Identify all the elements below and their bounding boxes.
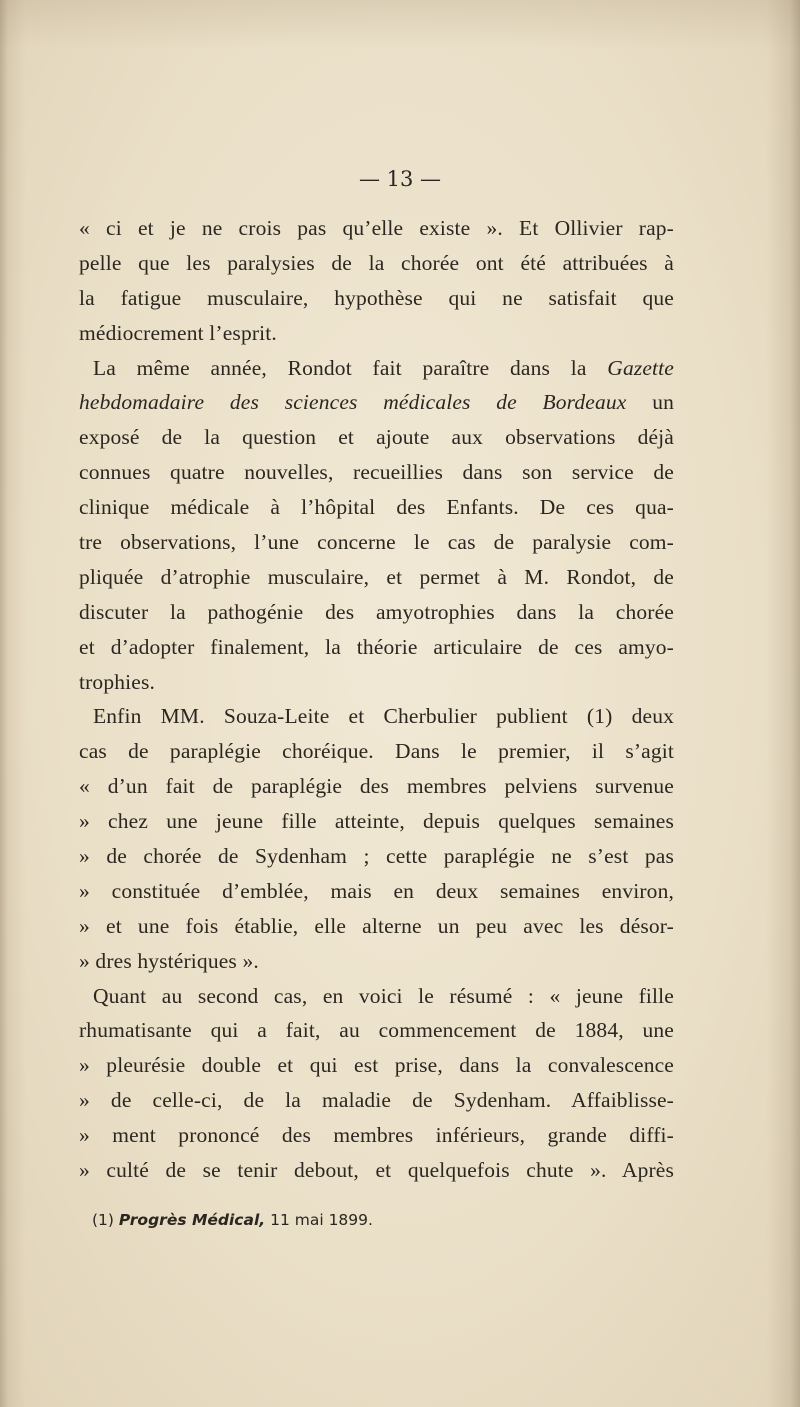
text-run: La même année, Rondot fait paraître dans la <box>93 355 608 380</box>
text-line: discuter la pathogénie des amyotrophies dans la chorée <box>79 599 674 624</box>
text-line: » dres hystériques ». <box>79 948 259 973</box>
text-line: « d’un fait de paraplégie des membres pelviens survenue <box>79 774 674 799</box>
text-line: pliquée d’atrophie musculaire, et permet à M. Rondot, de <box>79 564 674 589</box>
text-line: Enfin MM. Souza-Leite et Cherbulier publient (1) deux <box>93 704 674 729</box>
text-line: la fatigue musculaire, hypothèse qui ne satisfait que <box>79 285 674 310</box>
text-line: trophies. <box>79 669 155 694</box>
page-number: — 13 — <box>358 167 442 191</box>
footnote <box>92 1211 373 1229</box>
journal-title-italic: des <box>229 390 260 415</box>
text-line: » culté de se tenir debout, et quelquefois chute ». Après <box>79 1158 674 1183</box>
text-line: » chez une jeune fille atteinte, depuis quelques semaines <box>79 809 674 834</box>
journal-title-italic: hebdomadaire <box>79 390 205 415</box>
footnote-journal-title: Progrès Médical, <box>118 1211 266 1229</box>
text-line: » de celle-ci, de la maladie de Sydenham. Affaiblisse- <box>79 1088 674 1113</box>
text-line: exposé de la question et ajoute aux observations déjà <box>79 425 674 450</box>
text-line: » pleurésie double et qui est prise, dans la convalescence <box>79 1053 674 1078</box>
footnote-marker: (1) <box>92 1211 114 1229</box>
text-line: médiocrement l’esprit. <box>79 320 277 345</box>
text-line: » de chorée de Sydenham ; cette paraplégie ne s’est pas <box>79 844 674 869</box>
text-line-with-italic <box>79 385 674 420</box>
text-line: et d’adopter finalement, la théorie articulaire de ces amyo- <box>79 634 674 659</box>
text-line: Quant au second cas, en voici le résumé : « jeune fille <box>93 983 674 1008</box>
text-line: pelle que les paralysies de la chorée ont été attribuées à <box>79 250 674 275</box>
text-line: » ment prononcé des membres inférieurs, grande diffi- <box>79 1123 674 1148</box>
text-line: connues quatre nouvelles, recueillies dans son service de <box>79 460 674 485</box>
text-line: cas de paraplégie choréique. Dans le premier, il s’agit <box>79 739 674 764</box>
text-line: tre observations, l’une concerne le cas de paralysie com- <box>79 530 674 555</box>
text-line: rhumatisante qui a fait, au commencement de 1884, une <box>79 1018 674 1043</box>
text-run: un <box>652 390 674 415</box>
journal-title-italic: Gazette <box>607 355 674 380</box>
text-line: clinique médicale à l’hôpital des Enfants. De ces qua- <box>79 495 674 520</box>
text-line: » constituée d’emblée, mais en deux semaines environ, <box>79 878 674 903</box>
footnote-date: 11 mai 1899. <box>270 1211 373 1229</box>
journal-title-italic: sciences médicales de Bordeaux <box>284 390 627 415</box>
body-text <box>79 211 674 1188</box>
text-line: « ci et je ne crois pas qu’elle existe ». Et Ollivier rap- <box>79 216 674 240</box>
text-line-with-italic <box>79 351 674 386</box>
text-line: » et une fois établie, elle alterne un peu avec les désor- <box>79 913 674 938</box>
